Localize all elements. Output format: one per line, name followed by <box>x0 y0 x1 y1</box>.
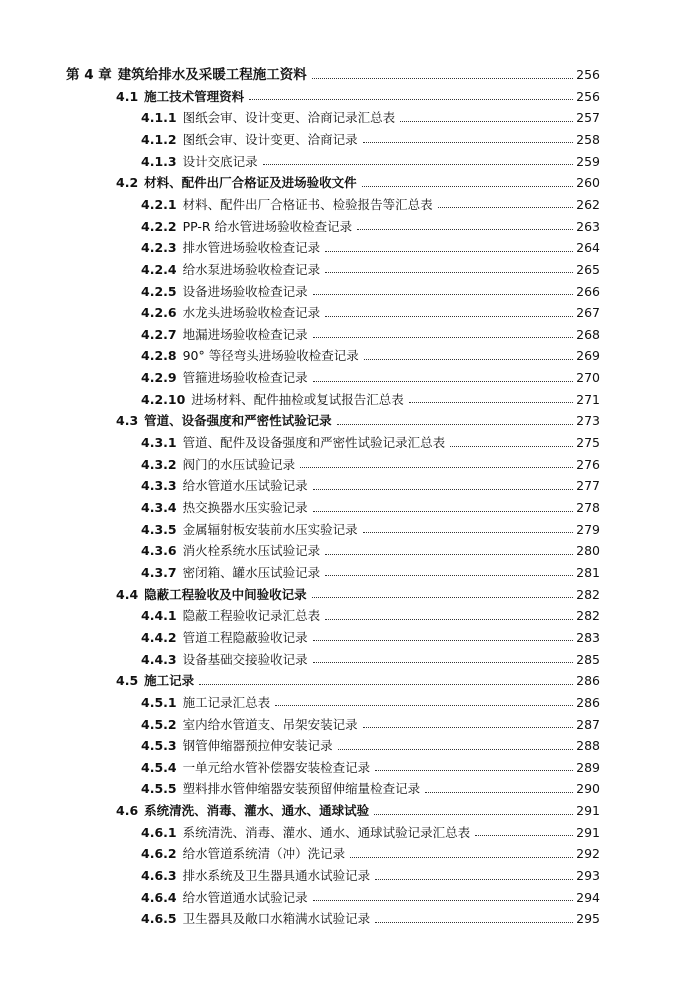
toc-entry-text <box>141 908 372 930</box>
toc-subsection[interactable] <box>141 562 600 584</box>
toc-entry-title: 管道工程隐蔽验收记录 <box>182 629 308 645</box>
toc-entry-text <box>141 843 347 865</box>
toc-entry-title: 地漏进场验收检查记录 <box>182 326 308 342</box>
toc-entry-text <box>141 129 360 151</box>
toc-subsection[interactable] <box>141 540 600 562</box>
toc-entry-text <box>141 540 322 562</box>
toc-page-number: 293 <box>576 868 600 884</box>
toc-entry-number: 4.5.2 <box>141 716 177 732</box>
toc-entry-number: 4.5.5 <box>141 781 177 797</box>
toc-subsection[interactable] <box>141 649 600 671</box>
toc-entry-number: 4.3.7 <box>141 564 177 580</box>
toc-entry-text <box>141 757 372 779</box>
toc-entry-text <box>141 887 310 909</box>
toc-entry-number: 4.6 <box>116 803 139 819</box>
toc-entry-title: 一单元给水管补偿器安装检查记录 <box>182 759 371 775</box>
toc-entry-number: 4.2.1 <box>141 196 177 212</box>
toc-entry-title: 密闭箱、罐水压试验记录 <box>182 564 321 580</box>
dot-leader <box>375 770 573 771</box>
toc-entry-title: 施工记录汇总表 <box>182 694 271 710</box>
toc-subsection[interactable] <box>141 302 600 324</box>
toc-subsection[interactable] <box>141 497 600 519</box>
dot-leader <box>313 511 574 512</box>
toc-section[interactable] <box>116 800 600 822</box>
toc-entry-text <box>141 216 354 238</box>
toc-subsection[interactable] <box>141 129 600 151</box>
toc-entry-text <box>141 692 272 714</box>
toc-entry-text <box>141 367 310 389</box>
toc-subsection[interactable] <box>141 345 600 367</box>
toc-subsection[interactable] <box>141 367 600 389</box>
dot-leader <box>275 705 573 706</box>
toc-page-number: 292 <box>576 846 600 862</box>
toc-entry-title: 给水管道系统清（冲）洗记录 <box>182 846 346 862</box>
toc-entry-title: 塑料排水管伸缩器安装预留伸缩量检查记录 <box>182 781 421 797</box>
toc-page-number: 259 <box>576 153 600 169</box>
dot-leader <box>338 749 574 750</box>
dot-leader <box>325 272 573 273</box>
toc-entry-number: 4.1.1 <box>141 110 177 126</box>
dot-leader <box>374 814 573 815</box>
toc-entry-title: 系统清洗、消毒、灌水、通水、通球试验 <box>144 803 370 819</box>
dot-leader <box>375 879 573 880</box>
toc-entry-title: 施工技术管理资料 <box>144 88 245 104</box>
dot-leader <box>325 251 573 252</box>
toc-subsection[interactable] <box>141 259 600 281</box>
toc-entry-number: 4.3.3 <box>141 478 177 494</box>
toc-entry-title: 图纸会审、设计变更、洽商记录 <box>182 131 358 147</box>
dot-leader <box>363 532 574 533</box>
toc-entry-number: 4.4.3 <box>141 651 177 667</box>
toc-entry-number: 4.2.6 <box>141 305 177 321</box>
toc-entry-number: 4.4 <box>116 586 139 602</box>
toc-page-number: 280 <box>576 543 600 559</box>
toc-entry-text <box>141 107 397 129</box>
dot-leader <box>313 662 574 663</box>
dot-leader <box>312 78 573 79</box>
toc-entry-text <box>141 519 360 541</box>
toc-entry-title: 隐蔽工程验收记录汇总表 <box>182 608 321 624</box>
toc-entry-title: 给水泵进场验收检查记录 <box>182 261 321 277</box>
dot-leader <box>325 554 573 555</box>
toc-entry-number: 4.2.3 <box>141 240 177 256</box>
toc-subsection[interactable] <box>141 151 600 173</box>
toc-entry-text <box>141 259 322 281</box>
toc-subsection[interactable] <box>141 757 600 779</box>
toc-page-number: 269 <box>576 348 600 364</box>
toc-subsection[interactable] <box>141 735 600 757</box>
toc-subsection[interactable] <box>141 692 600 714</box>
dot-leader <box>364 359 573 360</box>
toc-section[interactable] <box>116 86 600 108</box>
toc-entry-text <box>141 778 422 800</box>
dot-leader <box>263 164 574 165</box>
dot-leader <box>375 922 573 923</box>
dot-leader <box>357 229 573 230</box>
toc-entry-text <box>141 735 335 757</box>
toc-subsection[interactable] <box>141 454 600 476</box>
toc-entry-number: 4.2.5 <box>141 283 177 299</box>
toc-subsection[interactable] <box>141 519 600 541</box>
toc-entry-text <box>141 497 310 519</box>
toc-page-number: 257 <box>576 110 600 126</box>
dot-leader <box>313 381 574 382</box>
toc-entry-number: 4.1 <box>116 88 139 104</box>
toc-subsection[interactable] <box>141 822 600 844</box>
toc-page-number: 278 <box>576 500 600 515</box>
dot-leader <box>409 402 573 403</box>
toc-entry-number: 4.5.4 <box>141 759 177 775</box>
toc-entry-title: 设备进场验收检查记录 <box>182 283 308 299</box>
toc-entry-text <box>141 822 472 844</box>
toc-subsection[interactable] <box>141 237 600 259</box>
toc-page-number: 287 <box>576 716 600 732</box>
toc-chapter[interactable] <box>66 64 600 86</box>
toc-entry-number: 4.5.1 <box>141 694 177 710</box>
toc-entry-title: 管道、配件及设备强度和严密性试验记录汇总表 <box>182 435 446 451</box>
toc-subsection[interactable] <box>141 194 600 216</box>
dot-leader <box>325 316 573 317</box>
toc-subsection[interactable] <box>141 843 600 865</box>
toc-section[interactable] <box>116 584 600 606</box>
toc-entry-number: 4.6.4 <box>141 889 177 905</box>
toc-page-number: 291 <box>576 824 600 840</box>
toc-page-number: 277 <box>576 478 600 494</box>
toc-entry-title: 消火栓系统水压试验记录 <box>182 543 321 559</box>
toc-entry-title: 90° 等径弯头进场验收检查记录 <box>182 348 359 364</box>
dot-leader <box>363 142 574 143</box>
toc-subsection[interactable] <box>141 887 600 909</box>
toc-entry-text <box>141 432 447 454</box>
toc-entry-text <box>141 151 260 173</box>
toc-section[interactable] <box>116 670 600 692</box>
toc-entry-number: 4.1.3 <box>141 153 177 169</box>
toc-entry-text <box>116 86 246 108</box>
dot-leader <box>400 121 573 122</box>
toc-subsection[interactable] <box>141 324 600 346</box>
toc-entry-title: 阀门的水压试验记录 <box>182 456 296 472</box>
toc-entry-text <box>141 605 322 627</box>
toc-entry-text <box>141 302 322 324</box>
toc-entry-number: 4.4.1 <box>141 608 177 624</box>
toc-page-number: 256 <box>576 67 600 82</box>
toc-subsection[interactable] <box>141 216 600 238</box>
dot-leader <box>313 337 574 338</box>
toc-entry-text <box>141 454 297 476</box>
toc-entry-text <box>141 865 372 887</box>
toc-subsection[interactable] <box>141 627 600 649</box>
toc-entry-title: 施工记录 <box>144 673 195 689</box>
toc-entry-title: 系统清洗、消毒、灌水、通水、通球试验记录汇总表 <box>182 824 471 840</box>
toc-page-number: 279 <box>576 521 600 537</box>
toc-entry-title: 隐蔽工程验收及中间验收记录 <box>144 586 307 602</box>
dot-leader <box>313 640 574 641</box>
dot-leader <box>325 575 573 576</box>
toc-page-number: 288 <box>576 738 600 754</box>
toc-entry-title: 钢管伸缩器预拉伸安装记录 <box>182 738 333 754</box>
toc-entry-text <box>116 584 309 606</box>
toc-entry-title: 卫生器具及敞口水箱满水试验记录 <box>182 911 371 927</box>
toc-entry-text <box>141 627 310 649</box>
dot-leader <box>350 857 573 858</box>
toc-entry-number: 第 4 章 <box>66 67 112 83</box>
toc-page-number: 268 <box>576 326 600 342</box>
dot-leader <box>362 186 573 187</box>
toc-entry-text <box>141 389 406 411</box>
toc-entry-title: 设计交底记录 <box>182 153 258 169</box>
toc-page-number: 286 <box>576 673 600 689</box>
dot-leader <box>325 619 573 620</box>
toc-entry-number: 4.2.10 <box>141 391 186 407</box>
toc-page-number: 276 <box>576 456 600 472</box>
toc-page-number: 262 <box>576 196 600 212</box>
toc-page-number: 282 <box>576 608 600 624</box>
toc-page-number: 271 <box>576 391 600 407</box>
toc-entry-number: 4.6.3 <box>141 868 177 884</box>
dot-leader <box>300 467 573 468</box>
toc-entry-text <box>141 281 310 303</box>
toc-entry-title: 材料、配件出厂合格证及进场验收文件 <box>144 175 357 191</box>
toc-entry-number: 4.2.9 <box>141 370 177 386</box>
toc-entry-number: 4.2.4 <box>141 261 177 277</box>
dot-leader <box>249 99 573 100</box>
toc-entry-title: 建筑给排水及采暖工程施工资料 <box>117 67 307 83</box>
toc-entry-title: 水龙头进场验收检查记录 <box>182 305 321 321</box>
toc-page-number: 267 <box>576 305 600 321</box>
dot-leader <box>199 684 573 685</box>
toc-entry-number: 4.6.2 <box>141 846 177 862</box>
toc-entry-text <box>141 237 322 259</box>
toc-entry-number: 4.1.2 <box>141 131 177 147</box>
toc-entry-title: 室内给水管道支、吊架安装记录 <box>182 716 358 732</box>
toc-subsection[interactable] <box>141 389 600 411</box>
toc-subsection[interactable] <box>141 865 600 887</box>
toc-entry-text <box>116 670 196 692</box>
toc-page-number: 265 <box>576 261 600 277</box>
toc-entry-text <box>116 172 359 194</box>
dot-leader <box>313 900 574 901</box>
toc-entry-number: 4.2.7 <box>141 326 177 342</box>
toc-entry-title: 设备基础交接验收记录 <box>182 651 308 667</box>
toc-subsection[interactable] <box>141 107 600 129</box>
dot-leader <box>313 489 574 490</box>
toc-entry-title: 管箍进场验收检查记录 <box>182 370 308 386</box>
toc-entry-number: 4.4.2 <box>141 629 177 645</box>
toc-page-number: 283 <box>576 629 600 645</box>
toc-page-number: 281 <box>576 564 600 580</box>
toc-page-number: 285 <box>576 651 600 667</box>
toc-entry-number: 4.6.5 <box>141 911 177 927</box>
toc-entry-number: 4.5.3 <box>141 738 177 754</box>
toc-entry-number: 4.3.2 <box>141 456 177 472</box>
toc-subsection[interactable] <box>141 432 600 454</box>
toc-page-number: 294 <box>576 889 600 905</box>
toc-entry-number: 4.3.1 <box>141 435 177 451</box>
toc-subsection[interactable] <box>141 281 600 303</box>
toc-entry-number: 4.5 <box>116 673 139 689</box>
toc-entry-text <box>141 194 435 216</box>
dot-leader <box>313 294 574 295</box>
toc-subsection[interactable] <box>141 714 600 736</box>
toc-page-number: 286 <box>576 694 600 710</box>
toc-page-number: 266 <box>576 283 600 299</box>
toc-entry-text <box>141 562 322 584</box>
toc-entry-text <box>141 324 310 346</box>
toc-entry-number: 4.2.8 <box>141 348 177 364</box>
toc-page-number: 260 <box>576 175 600 191</box>
toc-page-number: 273 <box>576 413 600 429</box>
toc-entry-text <box>66 64 309 86</box>
toc-entry-number: 4.2.2 <box>141 218 177 234</box>
toc-entry-title: 给水管道水压试验记录 <box>182 478 308 494</box>
toc-page-number: 264 <box>576 240 600 256</box>
toc-entry-title: 排水管进场验收检查记录 <box>182 240 321 256</box>
toc-entry-text <box>141 649 310 671</box>
toc-entry-number: 4.3.4 <box>141 500 177 515</box>
toc-entry-title: 进场材料、配件抽检或复试报告汇总表 <box>191 391 404 407</box>
toc-entry-text <box>141 475 310 497</box>
toc-entry-text <box>116 410 334 432</box>
toc-page-number: 263 <box>576 218 600 234</box>
toc-page-number: 289 <box>576 759 600 775</box>
toc-entry-title: 热交换器水压实验记录 <box>182 500 308 515</box>
dot-leader <box>312 597 573 598</box>
toc-entry-text <box>141 714 360 736</box>
toc-section[interactable] <box>116 410 600 432</box>
dot-leader <box>450 446 573 447</box>
toc-page-number: 290 <box>576 781 600 797</box>
dot-leader <box>337 424 573 425</box>
toc-subsection[interactable] <box>141 778 600 800</box>
dot-leader <box>363 727 574 728</box>
toc-page-number: 258 <box>576 131 600 147</box>
toc-page-number: 291 <box>576 803 600 819</box>
toc-entry-text <box>116 800 371 822</box>
toc-entry-title: 金属辐射板安装前水压实验记录 <box>182 521 358 537</box>
toc-entry-number: 4.3 <box>116 413 139 429</box>
toc-subsection[interactable] <box>141 475 600 497</box>
dot-leader <box>438 207 574 208</box>
toc-entry-title: 排水系统及卫生器具通水试验记录 <box>182 868 371 884</box>
toc-entry-title: 图纸会审、设计变更、洽商记录汇总表 <box>182 110 396 126</box>
toc-entry-number: 4.3.5 <box>141 521 177 537</box>
toc-subsection[interactable] <box>141 908 600 930</box>
toc-entry-number: 4.3.6 <box>141 543 177 559</box>
toc-entry-number: 4.2 <box>116 175 139 191</box>
toc-page-number: 275 <box>576 435 600 451</box>
toc-page-number: 282 <box>576 586 600 602</box>
toc-subsection[interactable] <box>141 605 600 627</box>
toc-entry-title: 材料、配件出厂合格证书、检验报告等汇总表 <box>182 196 433 212</box>
toc-entry-title: PP-R 给水管进场验收检查记录 <box>182 218 353 234</box>
toc-entry-title: 给水管道通水试验记录 <box>182 889 308 905</box>
dot-leader <box>425 792 573 793</box>
toc-entry-number: 4.6.1 <box>141 824 177 840</box>
toc-page-number: 295 <box>576 911 600 927</box>
dot-leader <box>475 835 573 836</box>
toc-page-number: 270 <box>576 370 600 386</box>
toc-entry-text <box>141 345 361 367</box>
toc-section[interactable] <box>116 172 600 194</box>
toc-entry-title: 管道、设备强度和严密性试验记录 <box>144 413 332 429</box>
toc-page-number: 256 <box>576 88 600 104</box>
